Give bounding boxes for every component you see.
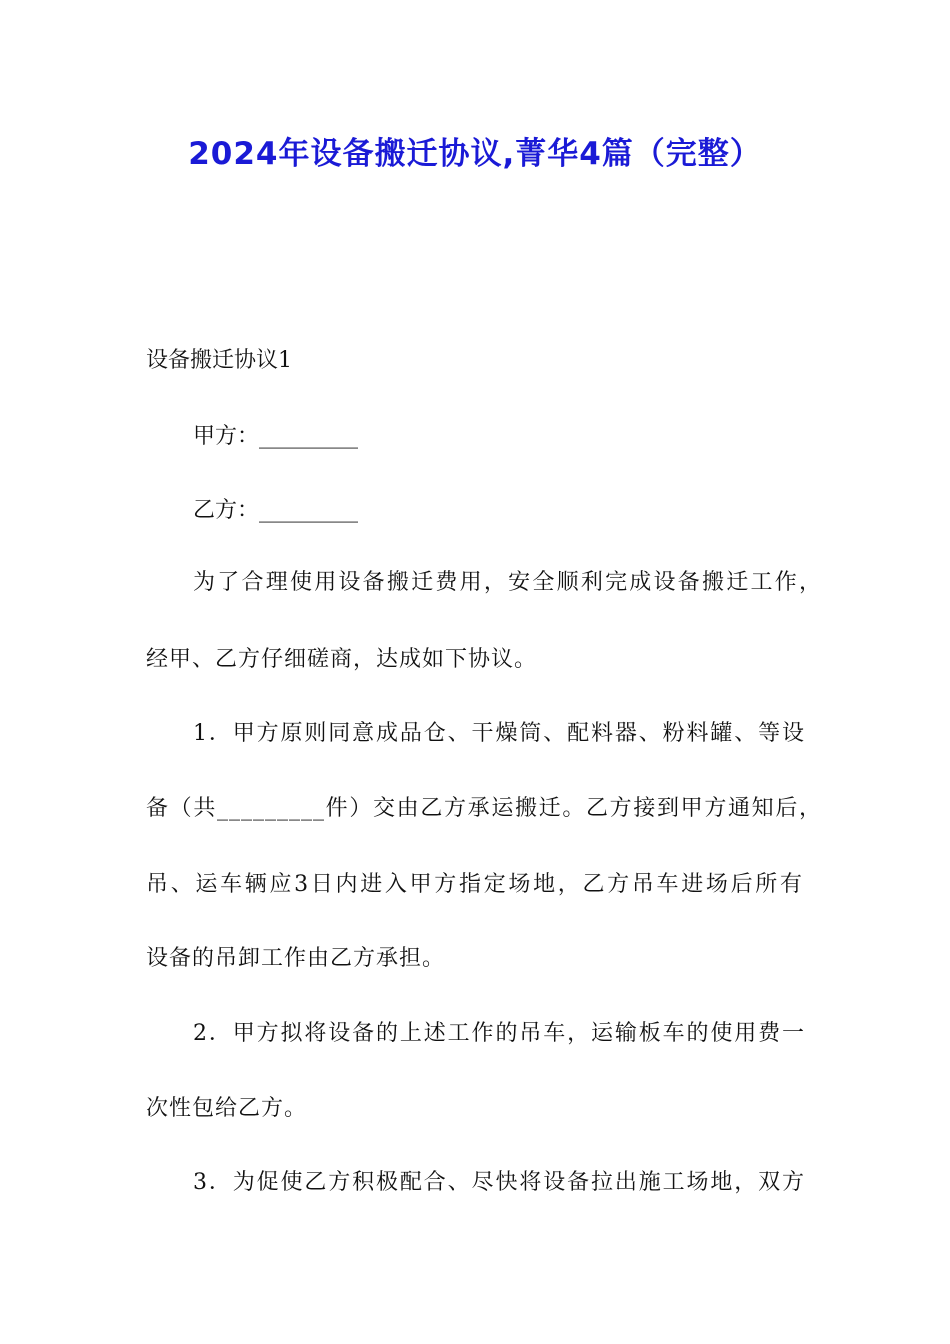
paragraph-line: 1．甲方原则同意成品仓、干燥筒、配料器、粉料罐、等设 bbox=[193, 721, 805, 746]
paragraph-line: 3．为促使乙方积极配合、尽快将设备拉出施工场地，双方 bbox=[193, 1170, 805, 1195]
section-heading: 设备搬迁协议1 bbox=[146, 348, 292, 373]
paragraph-line: 设备的吊卸工作由乙方承担。 bbox=[146, 946, 446, 971]
paragraph-line: 次性包给乙方。 bbox=[146, 1096, 308, 1121]
document-title: 2024年设备搬迁协议,菁华4篇（完整） bbox=[188, 136, 762, 172]
paragraph-line: 备（共_________件）交由乙方承运搬迁。乙方接到甲方通知后， bbox=[146, 796, 822, 821]
paragraph-line: 经甲、乙方仔细磋商，达成如下协议。 bbox=[146, 647, 538, 672]
paragraph-line: 2．甲方拟将设备的上述工作的吊车，运输板车的使用费一 bbox=[193, 1021, 805, 1046]
paragraph-line: 吊、运车辆应3日内进入甲方指定场地，乙方吊车进场后所有 bbox=[146, 872, 803, 897]
party-a-line: 甲方：_________ bbox=[193, 424, 359, 449]
party-b-line: 乙方：_________ bbox=[193, 498, 359, 523]
paragraph-line: 为了合理使用设备搬迁费用，安全顺利完成设备搬迁工作， bbox=[193, 570, 822, 595]
